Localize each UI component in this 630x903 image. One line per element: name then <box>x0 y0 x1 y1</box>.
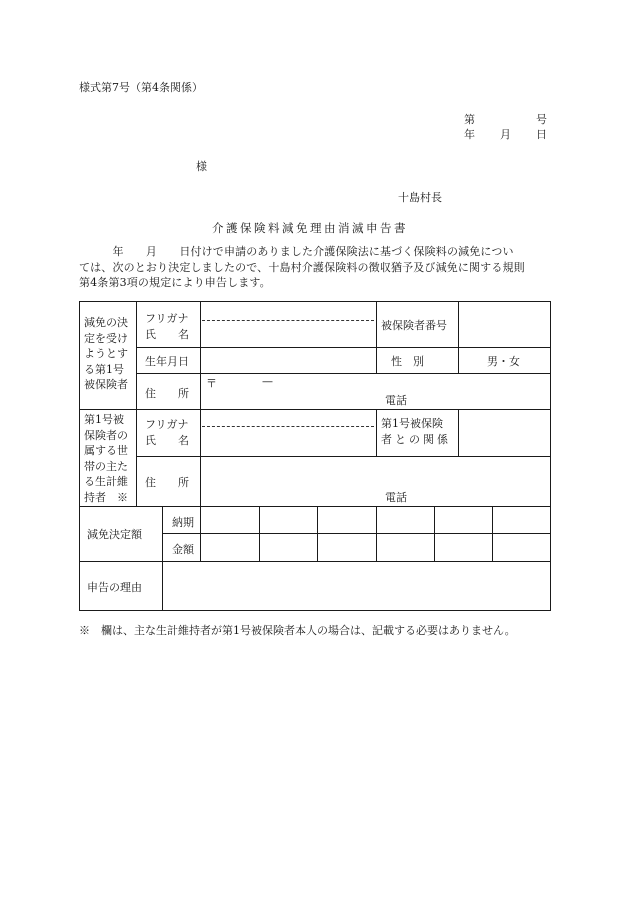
section2-label-line: 持者 ※ <box>84 490 128 504</box>
col-amount-divider <box>162 506 163 611</box>
section1-label <box>84 315 128 393</box>
section2-label-line: る生計維 <box>84 475 128 488</box>
intro-line-3: 第4条第3項の規定により申告します。 <box>79 276 271 289</box>
form-table <box>79 301 551 611</box>
col-right-label-left <box>376 301 377 373</box>
section2-label <box>84 412 128 505</box>
border-bottom <box>79 610 551 611</box>
divider-name-birth <box>136 347 551 348</box>
address-label: 住 所 <box>145 387 189 400</box>
intro-line-1: 年 月 日付けで申請のありました介護保険法に基づく保険料の減免につい <box>79 245 514 258</box>
col-field-divider <box>200 301 201 561</box>
relation-label-line: 者との関係 <box>381 432 451 446</box>
col-grid-2 <box>259 506 260 561</box>
divider-section2 <box>79 506 551 507</box>
col-label-divider <box>136 301 137 506</box>
section1-label-line: 減免の決 <box>84 316 128 329</box>
date-month: 月 <box>500 128 511 141</box>
divider-birth-address <box>136 373 551 374</box>
section2-label-line: 属する世 <box>84 444 128 457</box>
col-grid-4 <box>376 506 377 561</box>
phone-label: 電話 <box>385 394 407 407</box>
furigana-label: フリガナ <box>145 312 189 325</box>
name-label-2: 氏 名 <box>145 434 189 447</box>
furigana-separator-2 <box>202 426 374 427</box>
issuer: 十島村長 <box>398 191 442 204</box>
divider-name-address2 <box>136 456 551 457</box>
amount-label: 金額 <box>172 543 194 556</box>
phone-label-2: 電話 <box>385 491 407 504</box>
section1-label-line: 被保険者 <box>84 378 128 391</box>
date-day: 日 <box>536 128 547 141</box>
name-label: 氏 名 <box>145 328 189 341</box>
col-grid-3 <box>317 506 318 561</box>
relation-label <box>381 416 451 447</box>
address-label-2: 住 所 <box>145 476 189 489</box>
intro-line-2: ては、次のとおり決定しましたので、十島村介護保険料の徴収猶予及び減免に関する規則 <box>79 260 525 274</box>
section1-label-line: る第1号 <box>84 362 124 376</box>
gender-options: 男・女 <box>487 355 520 368</box>
birthdate-label: 生年月日 <box>145 355 189 368</box>
relation-label-line: 第1号被保険 <box>381 417 443 430</box>
border-left <box>79 301 80 611</box>
divider-section1 <box>79 409 551 410</box>
furigana-label-2: フリガナ <box>145 418 189 431</box>
postal-mark: 〒 <box>206 377 217 390</box>
reduction-amount-label: 減免決定額 <box>87 528 142 541</box>
date-year: 年 <box>464 128 475 141</box>
postal-dash: — <box>262 375 273 388</box>
section1-label-line: 定を受け <box>84 331 128 345</box>
col-grid-5 <box>434 506 435 561</box>
col-right-label-right <box>458 301 459 373</box>
addressee-sama: 様 <box>196 160 207 173</box>
page-title: 介護保険料減免理由消滅申告書 <box>212 221 408 235</box>
number-dai: 第 <box>464 113 475 126</box>
section2-label-line: 帯の主た <box>84 459 128 473</box>
insured-number-label: 被保険者番号 <box>381 319 447 332</box>
section2-label-line: 保険者の <box>84 428 128 442</box>
intro-paragraph <box>79 244 553 291</box>
form-style-number: 様式第7号（第4条関係） <box>79 81 203 94</box>
col-grid-6 <box>492 506 493 561</box>
reason-label: 申告の理由 <box>87 581 142 594</box>
section1-label-line: ようとす <box>84 347 128 360</box>
section2-label-line: 第1号被 <box>84 413 124 426</box>
furigana-separator-1 <box>202 320 374 321</box>
border-top <box>79 301 551 302</box>
col-relation-left <box>376 409 377 456</box>
payment-period-label: 納期 <box>172 516 194 529</box>
footnote: ※ 欄は、主な生計維持者が第1号被保険者本人の場合は、記載する必要はありません。 <box>79 624 516 637</box>
number-go: 号 <box>536 113 547 126</box>
col-relation-right <box>458 409 459 456</box>
gender-label: 性 別 <box>391 355 424 368</box>
divider-amount <box>79 561 551 562</box>
